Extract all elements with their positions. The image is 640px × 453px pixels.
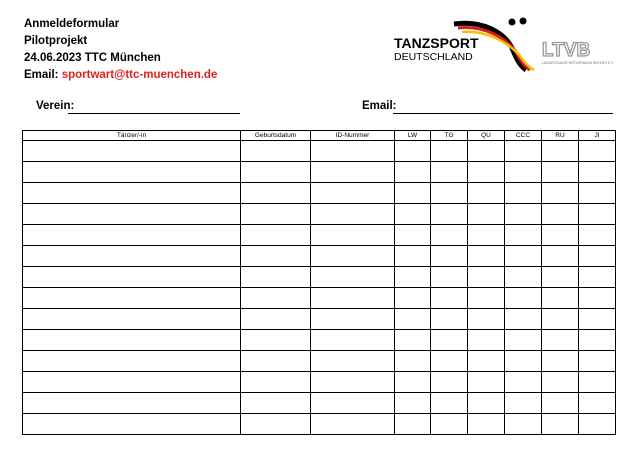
table-cell[interactable] [579, 225, 616, 246]
table-cell[interactable] [505, 351, 542, 372]
verein-input-line[interactable] [68, 113, 240, 114]
table-cell[interactable] [395, 246, 431, 267]
table-cell[interactable] [579, 267, 616, 288]
table-cell[interactable] [241, 183, 311, 204]
table-cell[interactable] [505, 141, 542, 162]
table-cell[interactable] [241, 204, 311, 225]
table-cell[interactable] [311, 204, 395, 225]
table-cell[interactable] [311, 162, 395, 183]
table-cell[interactable] [468, 330, 505, 351]
table-cell[interactable] [505, 372, 542, 393]
table-cell[interactable] [395, 204, 431, 225]
table-cell[interactable] [542, 267, 579, 288]
club-email-label: Email: [362, 100, 397, 112]
table-row [23, 225, 616, 246]
table-cell[interactable] [579, 246, 616, 267]
contact-email-link[interactable]: sportwart@ttc-muenchen.de [61, 69, 218, 81]
table-cell[interactable] [241, 267, 311, 288]
table-cell[interactable] [542, 225, 579, 246]
table-cell[interactable] [395, 162, 431, 183]
table-cell[interactable] [23, 288, 241, 309]
project-name: Pilotprojekt [24, 35, 88, 47]
table-cell[interactable] [23, 393, 241, 414]
table-cell[interactable] [395, 309, 431, 330]
table-cell[interactable] [241, 351, 311, 372]
table-cell[interactable] [468, 288, 505, 309]
table-cell[interactable] [505, 309, 542, 330]
table-cell[interactable] [311, 330, 395, 351]
table-cell[interactable] [542, 309, 579, 330]
table-cell[interactable] [241, 225, 311, 246]
col-header-birthdate: Geburtsdatum [241, 131, 311, 141]
table-cell[interactable] [468, 414, 505, 435]
table-cell[interactable] [23, 183, 241, 204]
table-cell[interactable] [505, 204, 542, 225]
table-cell[interactable] [431, 141, 468, 162]
table-cell[interactable] [431, 330, 468, 351]
table-cell[interactable] [241, 309, 311, 330]
table-cell[interactable] [579, 141, 616, 162]
table-cell[interactable] [241, 372, 311, 393]
form-header [24, 16, 217, 84]
table-cell[interactable] [542, 183, 579, 204]
table-cell[interactable] [311, 225, 395, 246]
table-cell[interactable] [431, 246, 468, 267]
table-cell[interactable] [431, 225, 468, 246]
logo-dot [509, 19, 516, 26]
table-cell[interactable] [311, 414, 395, 435]
club-email-input-line[interactable] [393, 113, 613, 114]
table-cell[interactable] [23, 162, 241, 183]
table-cell[interactable] [579, 330, 616, 351]
col-header-qu: QU [468, 131, 505, 141]
table-cell[interactable] [431, 393, 468, 414]
table-row [23, 351, 616, 372]
form-title: Anmeldeformular [24, 18, 120, 30]
table-cell[interactable] [311, 288, 395, 309]
table-row [23, 309, 616, 330]
table-cell[interactable] [468, 162, 505, 183]
table-cell[interactable] [23, 141, 241, 162]
table-cell[interactable] [579, 351, 616, 372]
table-cell[interactable] [468, 351, 505, 372]
table-cell[interactable] [468, 246, 505, 267]
table-row [23, 162, 616, 183]
table-cell[interactable] [468, 393, 505, 414]
table-cell[interactable] [468, 183, 505, 204]
table-cell[interactable] [542, 246, 579, 267]
contact-email-label: Email: [24, 69, 62, 81]
table-cell[interactable] [579, 414, 616, 435]
table-cell[interactable] [311, 393, 395, 414]
col-header-ccc: CCC [505, 131, 542, 141]
table-cell[interactable] [431, 309, 468, 330]
table-cell[interactable] [542, 414, 579, 435]
table-cell[interactable] [431, 351, 468, 372]
table-cell[interactable] [241, 414, 311, 435]
table-row [23, 330, 616, 351]
table-cell[interactable] [579, 372, 616, 393]
table-cell[interactable] [395, 141, 431, 162]
tanzsport-ltvb-logo [392, 14, 618, 72]
table-cell[interactable] [579, 393, 616, 414]
table-cell[interactable] [505, 162, 542, 183]
table-cell[interactable] [431, 267, 468, 288]
table-row [23, 204, 616, 225]
table-cell[interactable] [579, 309, 616, 330]
col-header-dancer: Tänzer/-in [23, 131, 241, 141]
table-cell[interactable] [23, 372, 241, 393]
table-cell[interactable] [395, 393, 431, 414]
table-row [23, 141, 616, 162]
table-cell[interactable] [431, 288, 468, 309]
table-cell[interactable] [311, 183, 395, 204]
table-cell[interactable] [241, 141, 311, 162]
table-cell[interactable] [395, 267, 431, 288]
table-row [23, 393, 616, 414]
table-cell[interactable] [505, 330, 542, 351]
table-cell[interactable] [505, 183, 542, 204]
table-cell[interactable] [431, 162, 468, 183]
logo-dot [520, 18, 527, 25]
table-cell[interactable] [431, 183, 468, 204]
table-cell[interactable] [579, 204, 616, 225]
table-cell[interactable] [542, 288, 579, 309]
col-header-lw: LW [395, 131, 431, 141]
table-cell[interactable] [395, 414, 431, 435]
table-row [23, 414, 616, 435]
registration-table [22, 130, 616, 435]
table-cell[interactable] [23, 204, 241, 225]
table-cell[interactable] [468, 267, 505, 288]
col-header-ji: JI [579, 131, 616, 141]
col-header-id-number: ID-Nummer [311, 131, 395, 141]
table-row [23, 246, 616, 267]
table-cell[interactable] [431, 204, 468, 225]
event-date-location: 24.06.2023 TTC München [24, 52, 161, 64]
table-cell[interactable] [468, 204, 505, 225]
table-cell[interactable] [241, 393, 311, 414]
table-row [23, 183, 616, 204]
table-row [23, 372, 616, 393]
table-cell[interactable] [505, 267, 542, 288]
table-cell[interactable] [468, 309, 505, 330]
table-cell[interactable] [468, 372, 505, 393]
table-cell[interactable] [241, 246, 311, 267]
table-cell[interactable] [23, 267, 241, 288]
table-row [23, 267, 616, 288]
table-cell[interactable] [311, 246, 395, 267]
verein-label: Verein: [36, 100, 75, 112]
table-cell[interactable] [241, 330, 311, 351]
table-cell[interactable] [579, 183, 616, 204]
table-cell[interactable] [579, 162, 616, 183]
table-cell[interactable] [395, 288, 431, 309]
table-cell[interactable] [311, 141, 395, 162]
table-cell[interactable] [505, 246, 542, 267]
contact-email-line [24, 67, 217, 84]
registration-table-body [23, 141, 616, 435]
table-cell[interactable] [395, 183, 431, 204]
table-cell[interactable] [311, 351, 395, 372]
table-cell[interactable] [23, 414, 241, 435]
logo-deutschland-text: DEUTSCHLAND [394, 51, 473, 63]
col-header-tg: TG [431, 131, 468, 141]
table-cell[interactable] [542, 372, 579, 393]
table-cell[interactable] [431, 372, 468, 393]
table-cell[interactable] [505, 288, 542, 309]
table-cell[interactable] [23, 246, 241, 267]
table-cell[interactable] [23, 330, 241, 351]
table-header-row [23, 131, 616, 141]
table-cell[interactable] [311, 309, 395, 330]
table-row [23, 288, 616, 309]
table-cell[interactable] [395, 225, 431, 246]
table-cell[interactable] [395, 351, 431, 372]
table-cell[interactable] [505, 393, 542, 414]
table-cell[interactable] [542, 141, 579, 162]
table-cell[interactable] [505, 225, 542, 246]
logo-tanzsport-text: TANZSPORT [394, 35, 479, 51]
ltvb-mark: LTVB [542, 40, 591, 61]
table-cell[interactable] [542, 393, 579, 414]
table-cell[interactable] [311, 372, 395, 393]
table-cell[interactable] [542, 330, 579, 351]
table-cell[interactable] [505, 414, 542, 435]
table-cell[interactable] [395, 330, 431, 351]
table-cell[interactable] [241, 162, 311, 183]
table-cell[interactable] [23, 309, 241, 330]
table-cell[interactable] [23, 225, 241, 246]
table-cell[interactable] [468, 141, 505, 162]
table-cell[interactable] [468, 225, 505, 246]
table-cell[interactable] [395, 372, 431, 393]
table-cell[interactable] [241, 288, 311, 309]
table-cell[interactable] [542, 204, 579, 225]
ltvb-caption: LANDESTANZSPORTVERBAND BAYERN E.V. [542, 61, 614, 65]
table-cell[interactable] [23, 351, 241, 372]
table-cell[interactable] [579, 288, 616, 309]
table-cell[interactable] [431, 414, 468, 435]
col-header-ru: RU [542, 131, 579, 141]
table-cell[interactable] [542, 162, 579, 183]
table-cell[interactable] [542, 351, 579, 372]
table-cell[interactable] [311, 267, 395, 288]
